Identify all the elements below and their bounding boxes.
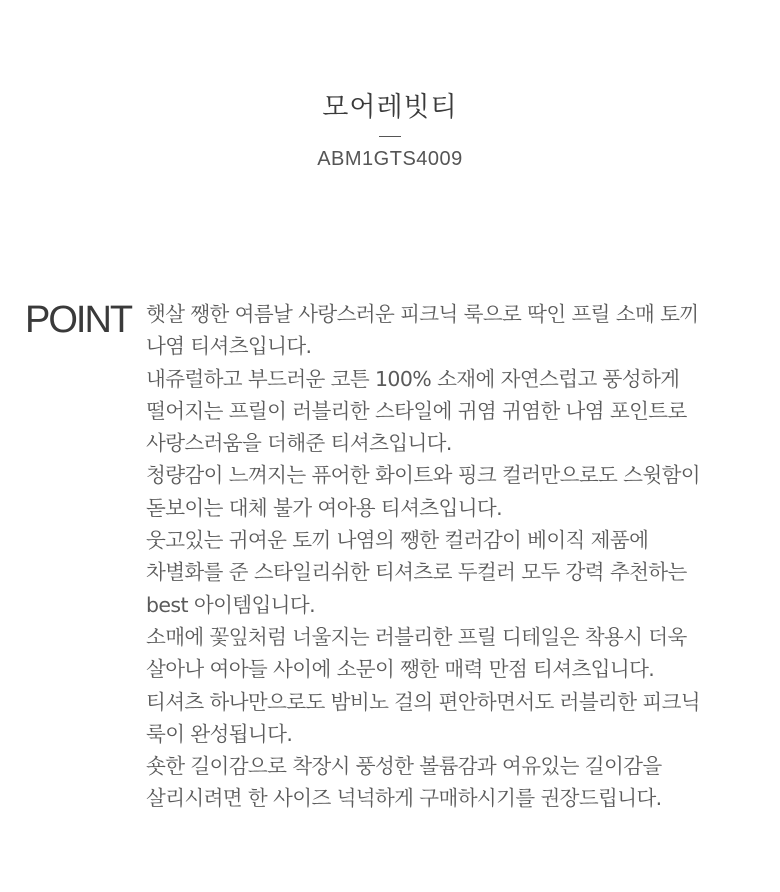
description-line: 웃고있는 귀여운 토끼 나염의 쨍한 컬러감이 베이직 제품에 — [146, 528, 649, 553]
description-line: 사랑스러움을 더해준 티셔츠입니다. — [146, 431, 452, 456]
description-line: 청량감이 느껴지는 퓨어한 화이트와 핑크 컬러만으로도 스윗함이 — [146, 463, 700, 488]
description-line: best 아이템입니다. — [146, 592, 315, 617]
description-line: 돋보이는 대체 불가 여아용 티셔츠입니다. — [146, 495, 503, 520]
description-line: 내쥬럴하고 부드러운 코튼 100% 소재에 자연스럽고 풍성하게 — [146, 366, 680, 391]
product-code: ABM1GTS4009 — [317, 148, 463, 170]
description-line: 숏한 길이감으로 착장시 풍성한 볼륨감과 여유있는 길이감을 — [146, 754, 662, 779]
description-line: 살아나 여아들 사이에 소문이 쨍한 매력 만점 티셔츠입니다. — [146, 657, 655, 682]
point-description — [146, 298, 776, 815]
description-line: 소매에 꽃잎처럼 너울지는 러블리한 프릴 디테일은 착용시 더욱 — [146, 624, 687, 649]
product-name: 모어레빗티 — [322, 92, 458, 123]
description-line: 티셔츠 하나만으로도 밤비노 걸의 편안하면서도 러블리한 피크닉 — [146, 689, 700, 714]
title-divider — [379, 136, 401, 137]
description-line: 룩이 완성됩니다. — [146, 721, 293, 746]
description-line: 살리시려면 한 사이즈 넉넉하게 구매하시기를 권장드립니다. — [146, 786, 662, 811]
description-line: 나염 티셔츠입니다. — [146, 334, 312, 359]
description-line: 차별화를 준 스타일리쉬한 티셔츠로 두컬러 모두 강력 추천하는 — [146, 560, 687, 585]
description-line: 햇살 쨍한 여름날 사랑스러운 피크닉 룩으로 딱인 프릴 소매 토끼 — [146, 302, 699, 326]
description-line: 떨어지는 프릴이 러블리한 스타일에 귀염 귀염한 나염 포인트로 — [146, 398, 687, 423]
product-header — [0, 88, 780, 171]
point-label: POINT — [25, 299, 132, 341]
